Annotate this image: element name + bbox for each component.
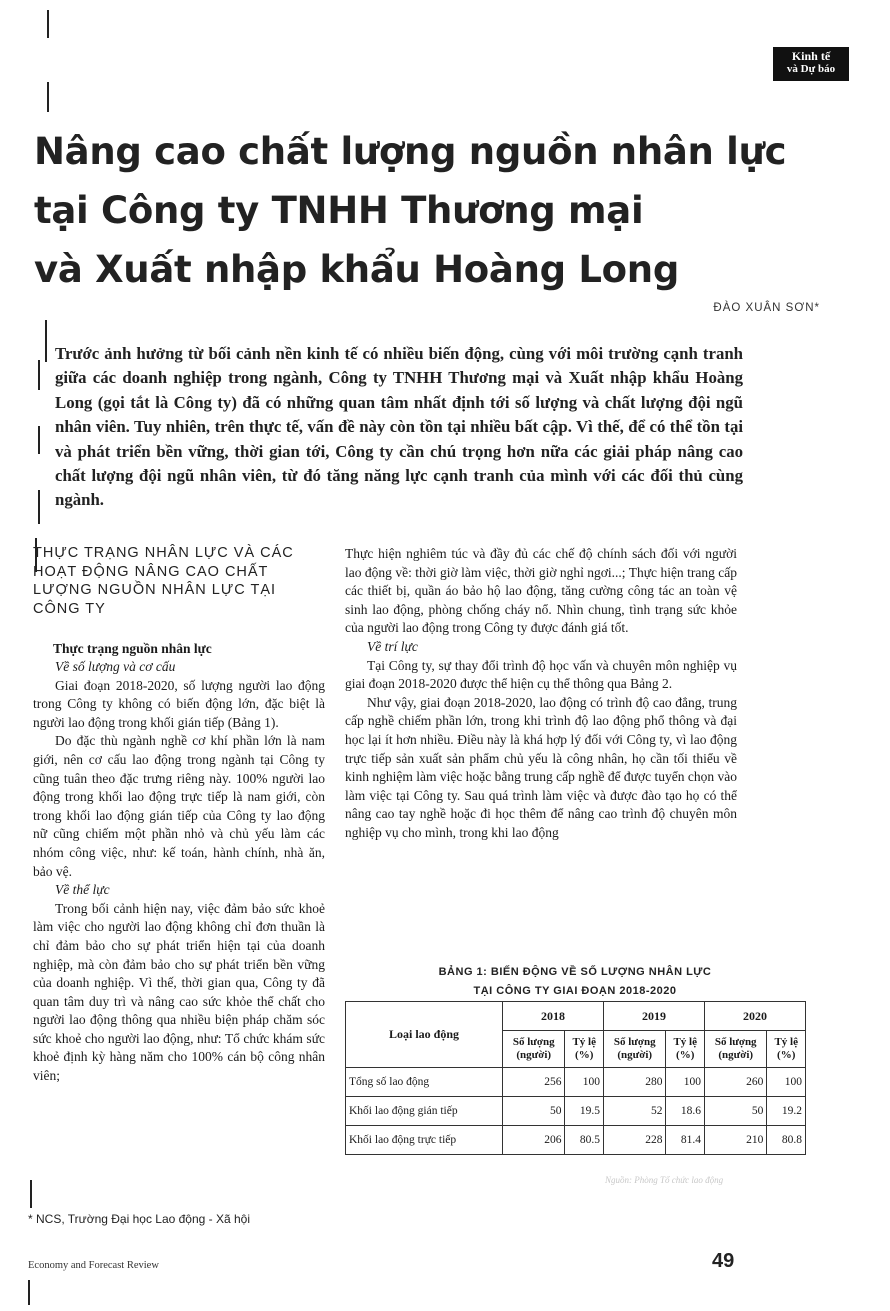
cell: 18.6 [666,1097,705,1126]
margin-rule [45,320,47,362]
col-count-header: Số lượng (người) [603,1031,665,1068]
paragraph: Như vậy, giai đoạn 2018-2020, lao động có trình độ cao đẳng, trung cấp nghề chiếm phần lớn, trong khi trình độ lao động phổ thông và đại học lại ít hơn nhiều. Điều này là khá hợp lý đối với Công ty, vì lao động trực tiếp sản xuất sản phẩm chủ yếu là công nhân, họ cần tối thiểu về kinh nghiệm làm việc hoặc bằng trung cấp nghề để được tuyển chọn vào làm việc tại Công ty. Sau quá trình làm việc và được đào tạo họ có thể nâng cao tay nghề hoặc đi học thêm để nâng cao trình độ chuyên môn nghiệp vụ cho mình, trong khi lao động [345,694,737,840]
title-line: tại Công ty TNHH Thương mại [34,189,644,232]
col-count-header: Số lượng (người) [704,1031,766,1068]
author-name: ĐÀO XUÂN SƠN* [713,302,820,314]
year-header: 2019 [603,1002,704,1031]
cell: 228 [603,1126,665,1155]
author-footnote: * NCS, Trường Đại học Lao động - Xã hội [28,1212,251,1226]
italic-subheading: Về thể lực [55,882,110,898]
row-label: Tổng số lao động [346,1068,503,1097]
row-header: Loại lao động [346,1002,503,1068]
table-row [346,1126,806,1155]
cell: 80.8 [767,1126,806,1155]
margin-rule [38,426,40,454]
table-title-line: TẠI CÔNG TY GIAI ĐOẠN 2018-2020 [473,985,677,997]
col-pct-header: Tỷ lệ (%) [767,1031,806,1068]
margin-rule [38,490,40,524]
cell: 52 [603,1097,665,1126]
italic-subheading: Về số lượng và cơ cấu [55,659,176,674]
italic-subheading: Về trí lực [367,638,418,654]
paragraph: Trong bối cảnh hiện nay, việc đảm bảo sức khoẻ làm việc cho người lao động không chỉ đơn thuần là chỉ đảm bảo cho sự phát triển hiện tại của doanh nghiệp, mà còn đảm bảo cho sự phát triển bền vững của doanh nghiệp. Vì thế, thời gian qua, Công ty đã quan tâm duy trì và nâng cao sức khỏe thể chất cho người lao động thông qua nhiều biện pháp chăm sóc sức khoẻ cho người lao động, như: Tổ chức khám sức khoẻ định kỳ hàng năm cho 100% cán bộ công nhân viên; [33,900,325,1084]
cell: 50 [503,1097,565,1126]
table-source: Nguồn: Phòng Tổ chức lao động [605,1175,724,1185]
page-number: 49 [712,1250,735,1272]
cell: 81.4 [666,1126,705,1155]
table-title-line: BẢNG 1: BIẾN ĐỘNG VỀ SỐ LƯỢNG NHÂN LỰC [438,966,712,978]
table-row [346,1097,806,1126]
paragraph: Giai đoạn 2018-2020, số lượng người lao động trong Công ty không có biến động lớn, đặc biệt là người lao động trong khối gián tiếp (Bảng 1). [33,677,325,730]
cell: 256 [503,1068,565,1097]
paragraph: Tại Công ty, sự thay đổi trình độ học vấn và chuyên môn nghiệp vụ giai đoạn 2018-2020 được thể hiện cụ thể thông qua Bảng 2. [345,657,737,692]
article-title [34,122,794,299]
margin-rule [47,82,49,112]
table-title [345,963,805,1001]
cell: 260 [704,1068,766,1097]
col-pct-header: Tỷ lệ (%) [565,1031,604,1068]
cell: 19.5 [565,1097,604,1126]
cell: 210 [704,1126,766,1155]
margin-rule [30,1180,32,1208]
margin-rule [47,10,49,38]
cell: 100 [767,1068,806,1097]
staff-table [345,1001,806,1155]
journal-badge [773,47,849,81]
table-header-row [346,1002,806,1031]
subheading: Thực trạng nguồn nhân lực [53,641,212,656]
cell: 206 [503,1126,565,1155]
cell: 19.2 [767,1097,806,1126]
cell: 100 [666,1068,705,1097]
margin-rule [28,1280,30,1305]
section-heading: THỰC TRẠNG NHÂN LỰC VÀ CÁC HOẠT ĐỘNG NÂNG CAO CHẤT LƯỢNG NGUỒN NHÂN LỰC TẠI CÔNG TY [33,545,294,617]
cell: 280 [603,1068,665,1097]
table-row [346,1068,806,1097]
year-header: 2020 [704,1002,805,1031]
title-line: Nâng cao chất lượng nguồn nhân lực [34,130,787,173]
paragraph: Thực hiện nghiêm túc và đầy đủ các chế độ chính sách đối với người lao động về: thời giờ làm việc, thời giờ nghỉ ngơi...; Thực hiện trang cấp các thiết bị, quần áo bảo hộ lao động, tăng cường công tác an toàn vệ sinh lao động, phòng chống cháy nổ. Nhìn chung, tình trạng sức khỏe của người lao động trong Công ty được đánh giá tốt. [345,546,737,636]
cell: 80.5 [565,1126,604,1155]
col-pct-header: Tỷ lệ (%) [666,1031,705,1068]
cell: 100 [565,1068,604,1097]
badge-line2: và Dự báo [786,63,836,75]
margin-rule [38,360,40,390]
right-column [345,545,737,843]
left-column [33,544,325,1086]
badge-line1: Kinh tế [791,49,831,63]
row-label: Khối lao động trực tiếp [346,1126,503,1155]
abstract: Trước ảnh hưởng từ bối cảnh nền kinh tế có nhiều biến động, cùng với môi trường cạnh tranh giữa các doanh nghiệp trong ngành, Công ty TNHH Thương mại và Xuất nhập khẩu Hoàng Long (gọi tắt là Công ty) đã có những quan tâm nhất định tới số lượng và chất lượng đội ngũ nhân viên. Tuy nhiên, trên thực tế, vấn đề này còn tồn tại nhiều bất cập. Vì thế, để có thể tồn tại và phát triển bền vững, thời gian tới, Công ty cần chú trọng hơn nữa các giải pháp nâng cao chất lượng đội ngũ nhân viên, từ đó tăng năng lực cạnh tranh của mình với các đối thủ cùng ngành. [55,344,743,510]
col-count-header: Số lượng (người) [503,1031,565,1068]
year-header: 2018 [503,1002,604,1031]
journal-name: Economy and Forecast Review [28,1260,159,1271]
row-label: Khối lao động gián tiếp [346,1097,503,1126]
title-line: và Xuất nhập khẩu Hoàng Long [34,248,680,291]
paragraph: Do đặc thù ngành nghề cơ khí phần lớn là nam giới, nên cơ cấu lao động trong ngành tại Công ty cũng tuân theo đặc trưng riêng này. 100% người lao động trong khối lao động trực tiếp là nam giới, còn trong khối lao động gián tiếp của Công ty lao động nữ cũng chiếm một phần nhỏ và chủ yếu làm các nhóm công việc, như: kế toán, hành chính, nhà ăn, bảo vệ. [33,733,325,879]
cell: 50 [704,1097,766,1126]
